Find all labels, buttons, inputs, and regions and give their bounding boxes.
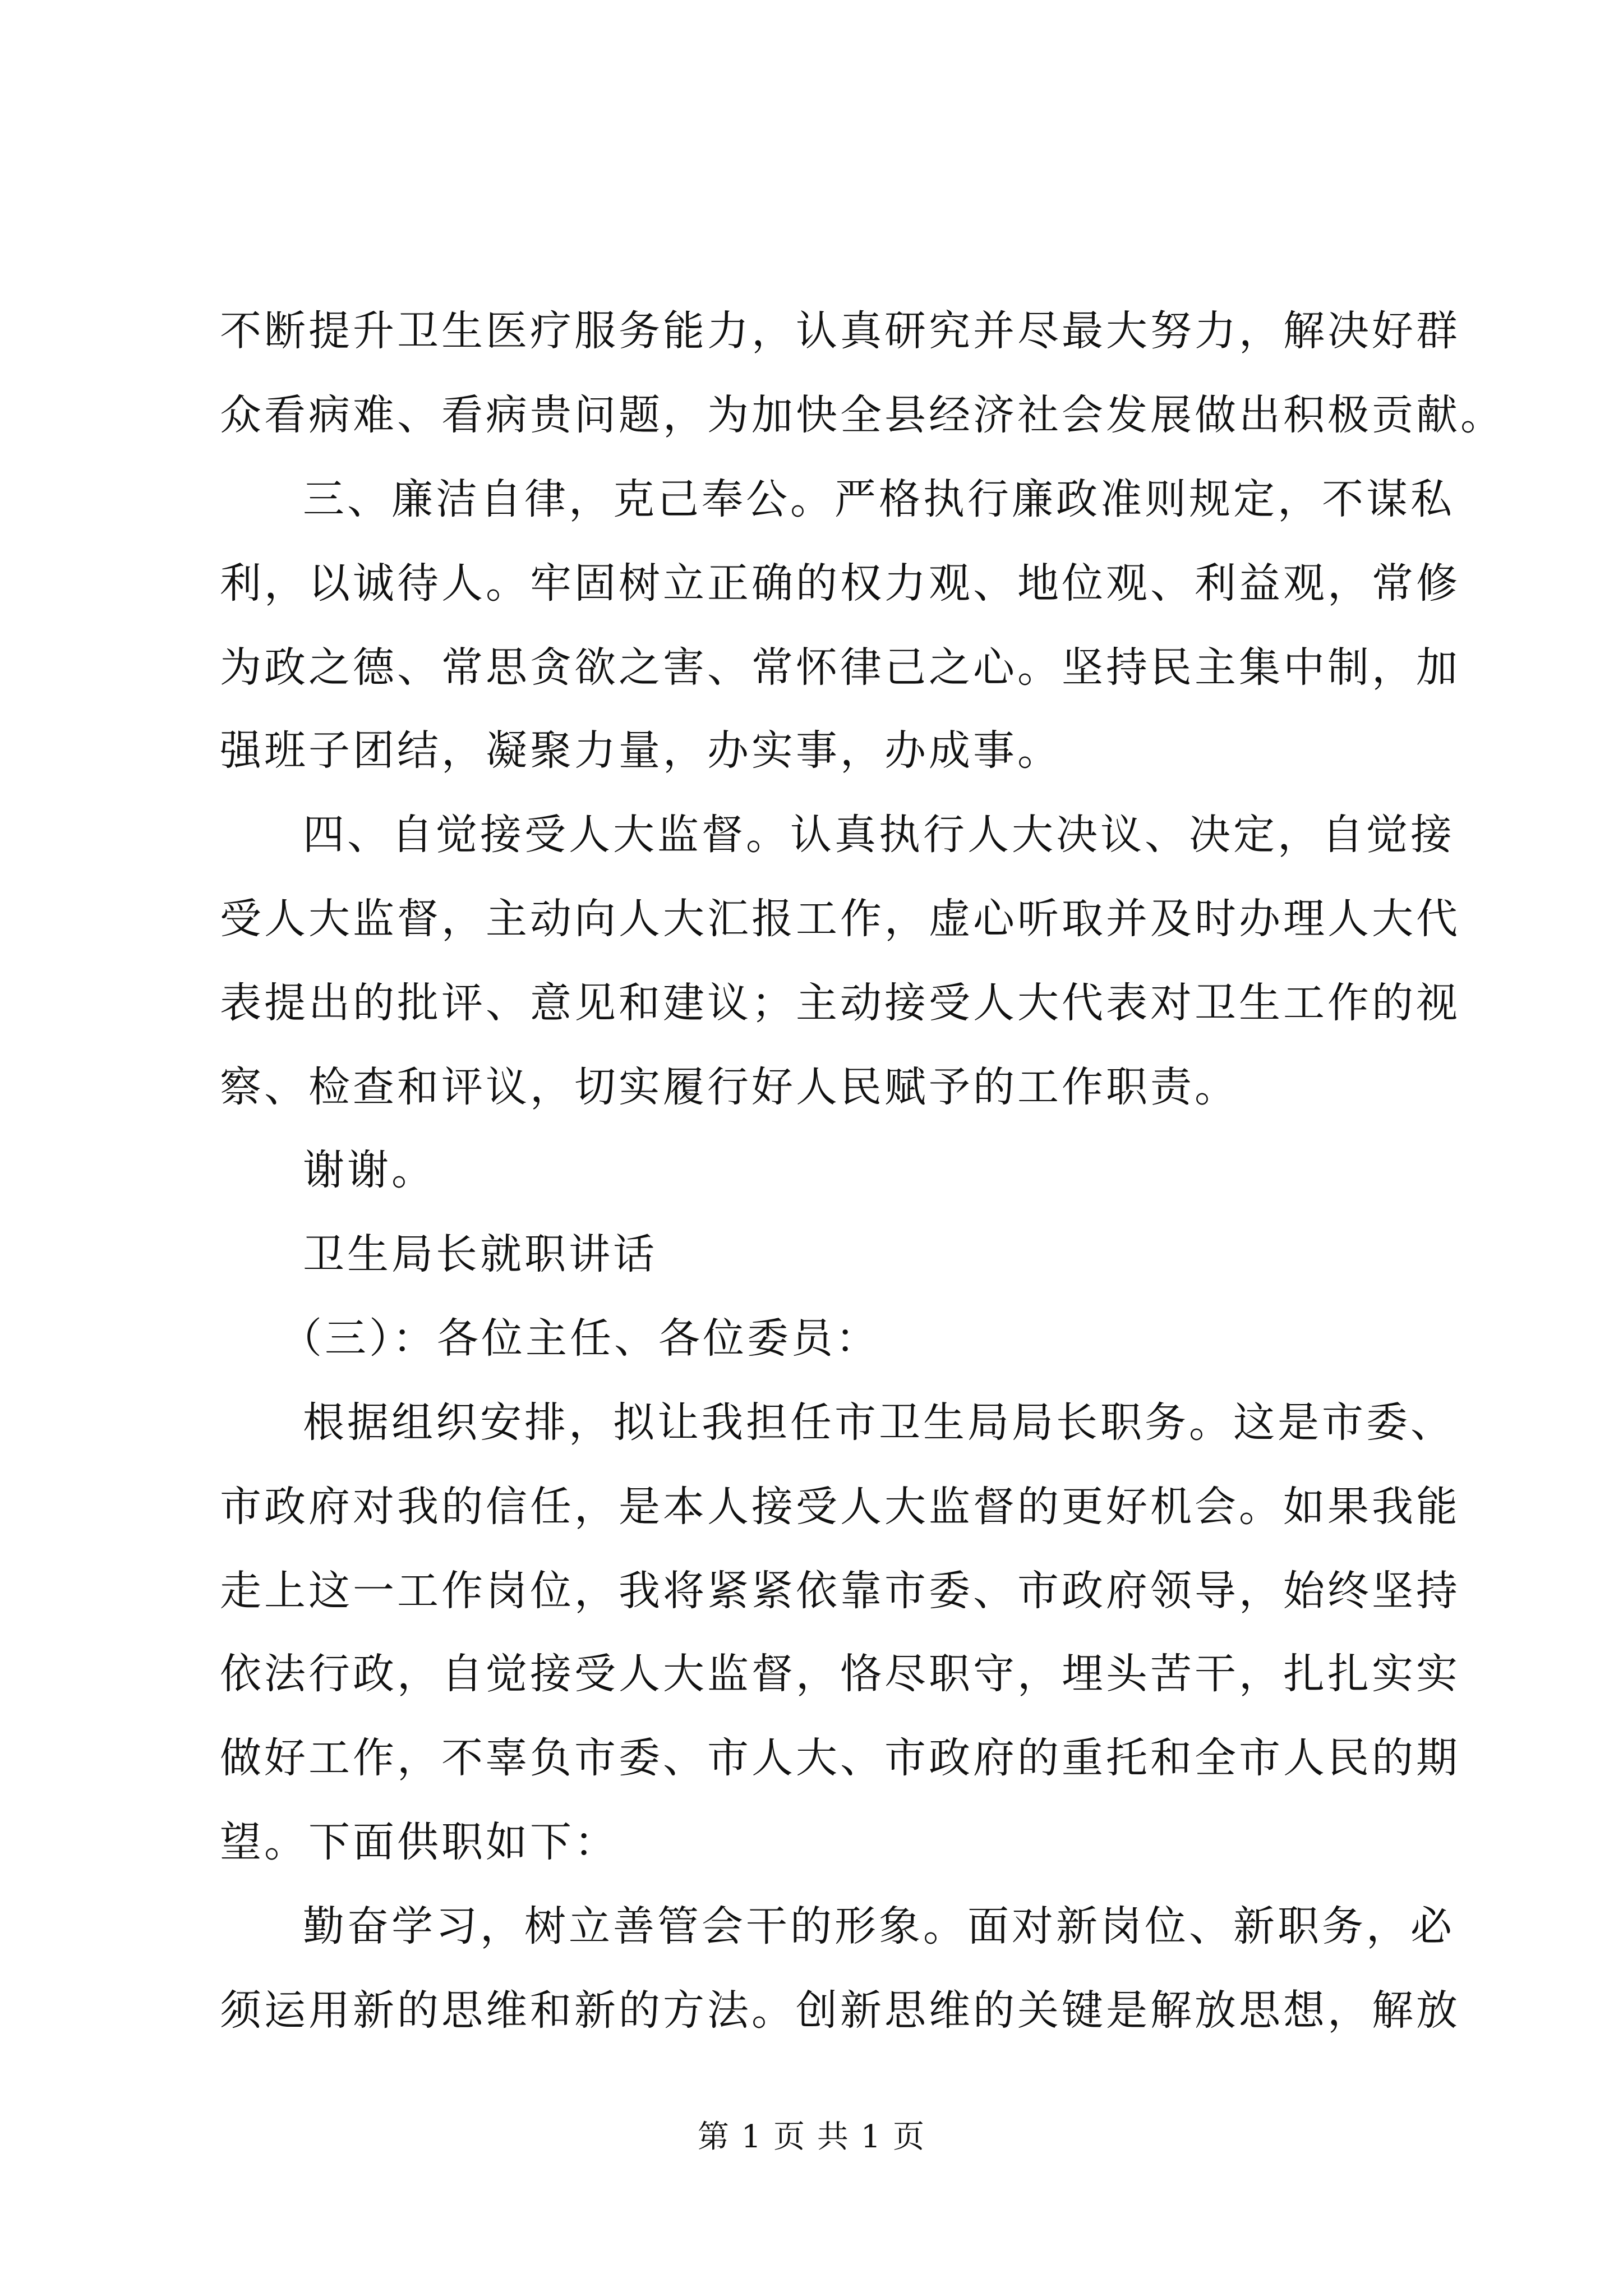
text-line: 须运用新的思维和新的方法。创新思维的关键是解放思想，解放 xyxy=(220,1986,1460,2035)
text-line: 望。下面供职如下： xyxy=(220,1818,619,1866)
text-line: 众看病难、看病贵问题，为加快全县经济社会发展做出积极贡献。 xyxy=(220,391,1505,439)
text-line: 不断提升卫生医疗服务能力，认真研究并尽最大努力，解决好群 xyxy=(220,307,1460,355)
text-line: 利，以诚待人。牢固树立正确的权力观、地位观、利益观，常修 xyxy=(220,559,1460,608)
text-line: 勤奋学习，树立善管会干的形象。面对新岗位、新职务，必 xyxy=(303,1902,1455,1950)
text-line: （三）：各位主任、各位委员： xyxy=(280,1314,880,1363)
text-line: 做好工作，不辜负市委、市人大、市政府的重托和全市人民的期 xyxy=(220,1734,1460,1782)
text-line: 表提出的批评、意见和建议；主动接受人大代表对卫生工作的视 xyxy=(220,979,1460,1027)
page-footer: 第 1 页 共 1 页 xyxy=(697,2119,926,2155)
text-line: 强班子团结，凝聚力量，办实事，办成事。 xyxy=(220,726,1062,775)
text-line: 三、廉洁自律，克己奉公。严格执行廉政准则规定，不谋私 xyxy=(303,475,1455,523)
text-line: 四、自觉接受人大监督。认真执行人大决议、决定，自觉接 xyxy=(303,811,1455,859)
text-line: 受人大监督，主动向人大汇报工作，虚心听取并及时办理人大代 xyxy=(220,895,1460,943)
text-line: 察、检查和评议，切实履行好人民赋予的工作职责。 xyxy=(220,1063,1239,1111)
text-line: 为政之德、常思贪欲之害、常怀律己之心。坚持民主集中制，加 xyxy=(220,643,1460,692)
text-line: 走上这一工作岗位，我将紧紧依靠市委、市政府领导，始终坚持 xyxy=(220,1567,1460,1615)
text-line: 谢谢。 xyxy=(303,1146,436,1194)
text-line: 市政府对我的信任，是本人接受人大监督的更好机会。如果我能 xyxy=(220,1483,1460,1531)
text-line: 卫生局长就职讲话 xyxy=(303,1230,657,1278)
text-line: 根据组织安排，拟让我担任市卫生局局长职务。这是市委、 xyxy=(303,1398,1455,1447)
text-line: 依法行政，自觉接受人大监督，恪尽职守，埋头苦干，扎扎实实 xyxy=(220,1650,1460,1698)
